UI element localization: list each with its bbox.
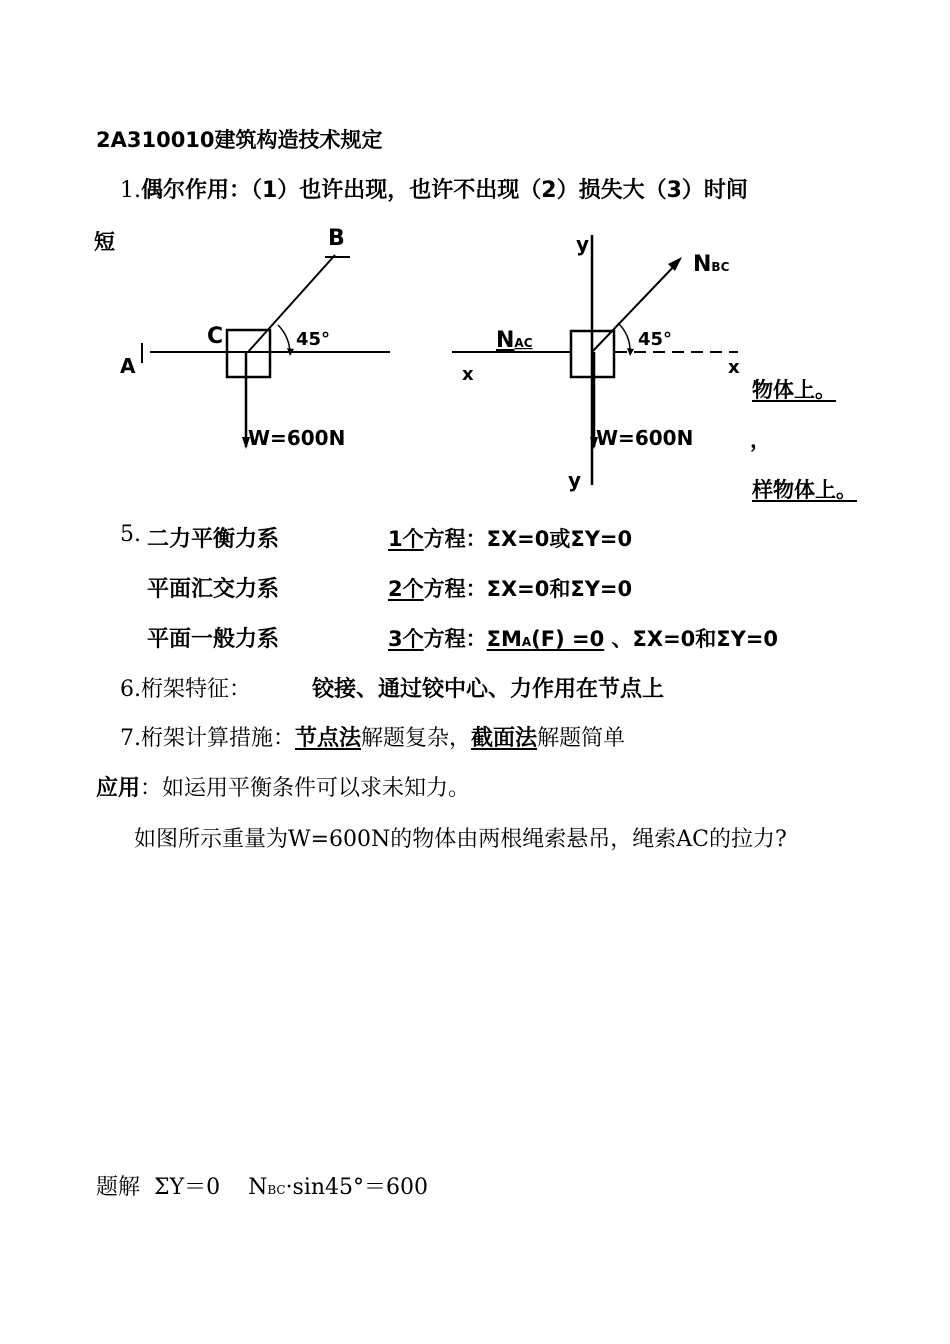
item-6 <box>120 672 251 703</box>
method-section-note: 解题简单 <box>537 726 626 751</box>
angle-label: 45° <box>638 329 673 350</box>
equation-row <box>388 623 778 653</box>
label-a: A <box>120 354 136 378</box>
application-label: 应用 <box>96 776 141 801</box>
label-n-ac: NAC <box>496 328 533 353</box>
item-6-label: 桁架特征： <box>141 677 252 702</box>
solution-eq1: ΣY＝0 <box>154 1175 221 1200</box>
document-heading: 2A310010建筑构造技术规定 <box>96 128 383 152</box>
weight-label: W=600N <box>596 426 694 450</box>
equation-label: 方程： <box>423 627 487 651</box>
force-system-name: 二力平衡力系 <box>147 527 280 552</box>
application <box>96 771 470 802</box>
item-7 <box>120 721 625 752</box>
equation-text: ΣX=0或ΣY=0 <box>486 527 633 551</box>
question: 如图所示重量为W=600N的物体由两根绳索悬吊，绳索AC的拉力? <box>134 827 787 852</box>
force-diagram-1 <box>110 215 410 460</box>
solution-eq2: ·sin45°＝600 <box>285 1175 429 1200</box>
label-x-right: x <box>728 357 740 378</box>
force-diagram-2 <box>450 225 750 495</box>
equation-count: 2个 <box>388 577 424 601</box>
solution-n: N <box>248 1175 268 1200</box>
clipped-text-b: ， <box>750 428 771 452</box>
equation-text: 、ΣX=0和ΣY=0 <box>604 627 779 651</box>
label-b: B <box>328 226 345 251</box>
solution-n-sub: BC <box>267 1183 286 1197</box>
item-6-value: 铰接、通过铰中心、力作用在节点上 <box>312 677 665 702</box>
solution <box>96 1170 428 1201</box>
equation-row <box>388 573 632 603</box>
label-x-left: x <box>462 364 474 385</box>
equation-row <box>388 523 632 553</box>
angle-arc <box>618 323 630 352</box>
item-6-number: 6. <box>120 677 141 702</box>
item-1-number: 1. <box>120 178 141 203</box>
label-c: C <box>207 324 224 349</box>
clipped-text-c: 样物体上。 <box>752 478 857 502</box>
method-section: 截面法 <box>471 726 538 751</box>
equation-label: 方程： <box>423 577 487 601</box>
equation-count: 1个 <box>388 527 424 551</box>
equation-count: 3个 <box>388 627 424 651</box>
clipped-char: 短 <box>94 230 115 254</box>
item-5-number: 5. <box>120 522 141 547</box>
equation-text: ΣX=0和ΣY=0 <box>486 577 633 601</box>
application-text: ：如运用平衡条件可以求未知力。 <box>140 776 471 801</box>
equation-label: 方程： <box>423 527 487 551</box>
item-7-number: 7. <box>120 726 141 751</box>
angle-arrow <box>627 348 634 356</box>
moment-equation: ΣMA(F) =0 <box>486 627 605 651</box>
method-node-note: 解题复杂， <box>361 726 472 751</box>
method-node: 节点法 <box>295 726 362 751</box>
label-y-top: y <box>576 232 590 256</box>
item-1-text: 偶尔作用：（1）也许出现，也许不出现（2）损失大（3）时间 <box>141 178 748 203</box>
solution-lead: 题解 <box>96 1175 141 1200</box>
weight-block <box>227 330 270 377</box>
angle-label: 45° <box>296 329 331 350</box>
angle-arc <box>278 325 290 352</box>
force-system-name: 平面一般力系 <box>147 627 280 652</box>
label-y-bottom: y <box>568 468 582 492</box>
label-n-bc: NBC <box>693 252 730 277</box>
weight-label: W=600N <box>248 426 346 450</box>
item-7-label: 桁架计算措施： <box>141 726 296 751</box>
item-1 <box>120 173 748 204</box>
force-system-name: 平面汇交力系 <box>147 577 280 602</box>
clipped-text-a: 物体上。 <box>752 378 836 402</box>
